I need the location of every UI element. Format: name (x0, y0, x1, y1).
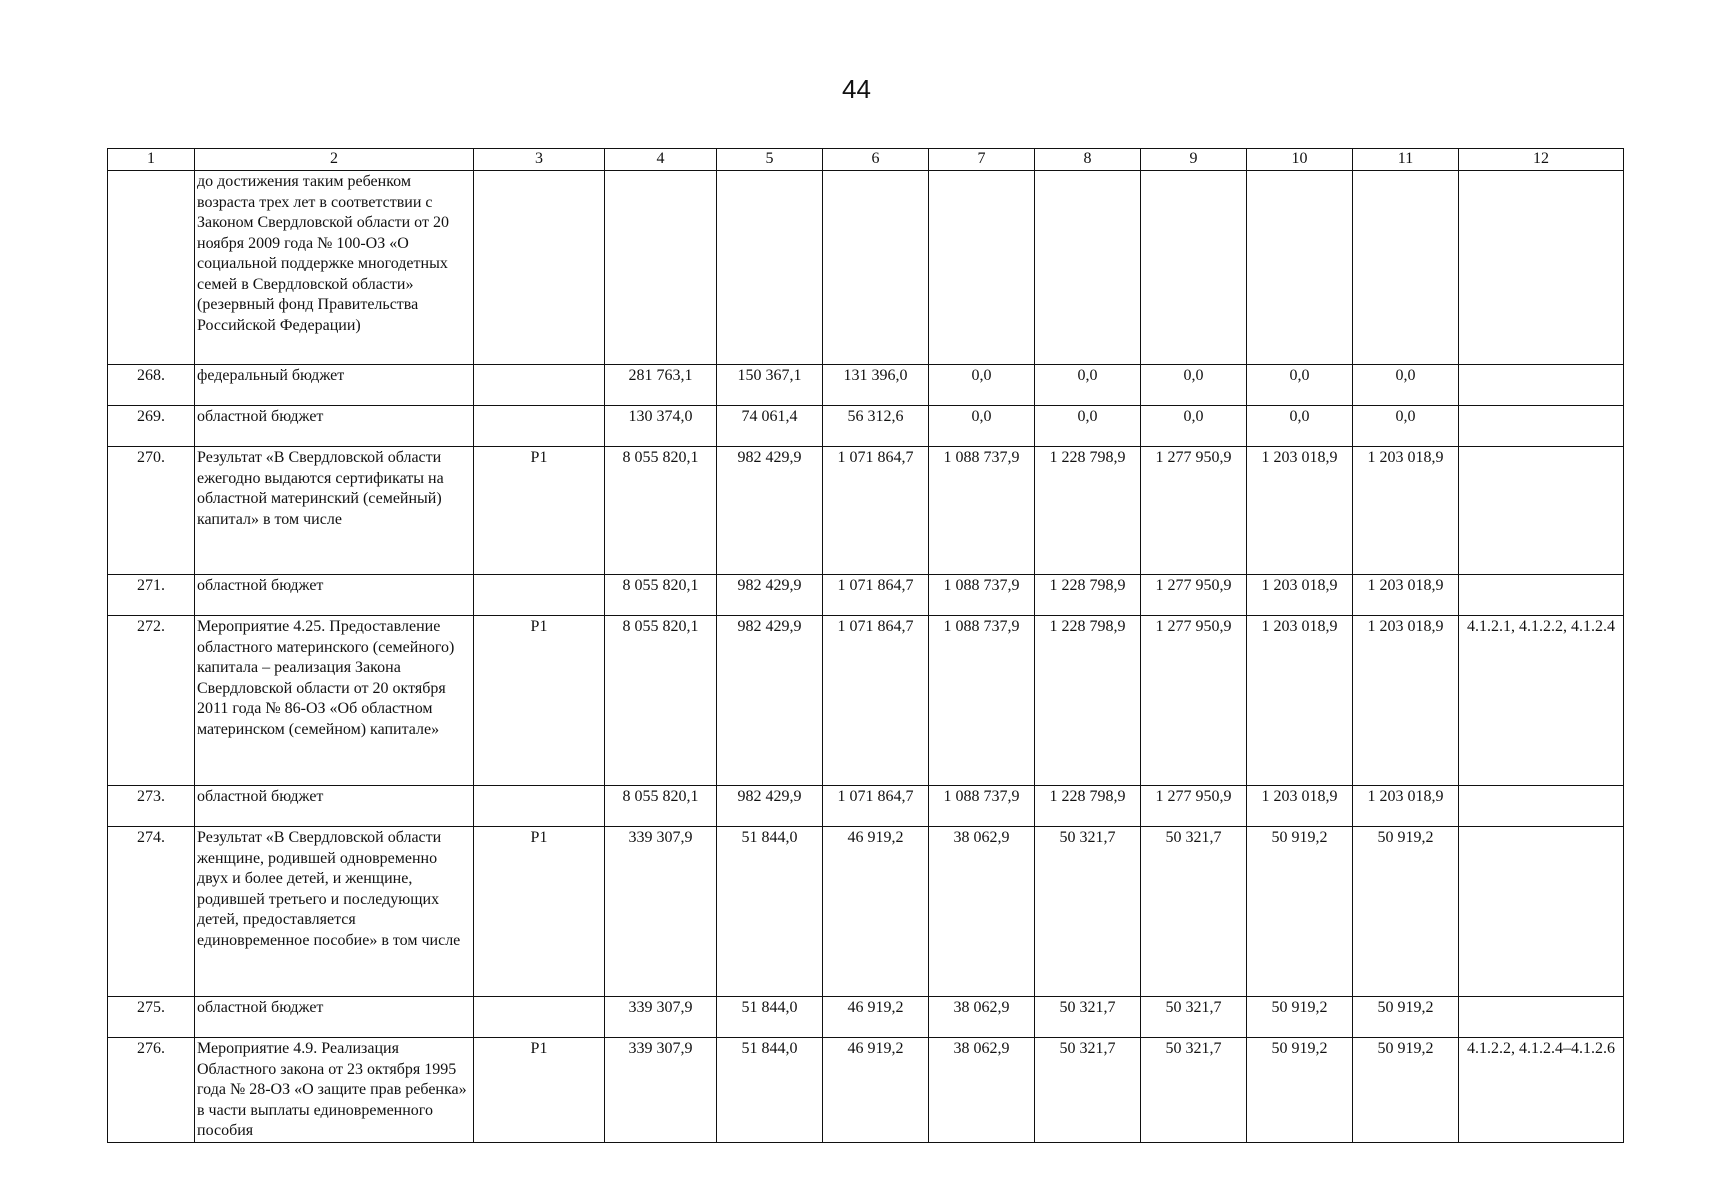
value-cell-col-6 (823, 171, 929, 365)
column-header-9: 9 (1141, 149, 1247, 171)
budget-table (107, 148, 1624, 1143)
value-cell-col-6: 1 071 864,7 (823, 447, 929, 575)
value-cell-col-9: 50 321,7 (1141, 827, 1247, 997)
column-header-10: 10 (1247, 149, 1353, 171)
value-cell-col-9: 1 277 950,9 (1141, 616, 1247, 786)
value-cell-col-8: 50 321,7 (1035, 827, 1141, 997)
table-row (108, 616, 1624, 786)
value-cell-col-4: 8 055 820,1 (605, 616, 717, 786)
column-header-6: 6 (823, 149, 929, 171)
value-cell-col-4: 8 055 820,1 (605, 786, 717, 827)
value-cell-col-9: 1 277 950,9 (1141, 786, 1247, 827)
value-cell-col-6: 131 396,0 (823, 365, 929, 406)
value-cell-col-10: 50 919,2 (1247, 1038, 1353, 1143)
value-cell-col-10: 1 203 018,9 (1247, 786, 1353, 827)
value-cell-col-8: 1 228 798,9 (1035, 616, 1141, 786)
value-cell-col-8: 1 228 798,9 (1035, 575, 1141, 616)
value-cell-col-9 (1141, 171, 1247, 365)
row-name-cell: областной бюджет (195, 997, 474, 1038)
value-cell-col-11: 1 203 018,9 (1353, 575, 1459, 616)
row-name-cell: областной бюджет (195, 786, 474, 827)
row-number-cell: 272. (108, 616, 195, 786)
row-code-cell: Р1 (474, 827, 605, 997)
value-cell-col-6: 1 071 864,7 (823, 575, 929, 616)
column-header-11: 11 (1353, 149, 1459, 171)
value-cell-col-9: 1 277 950,9 (1141, 447, 1247, 575)
row-code-cell (474, 997, 605, 1038)
page-number: 44 (842, 74, 871, 104)
row-reference-cell (1459, 365, 1624, 406)
row-number-cell: 271. (108, 575, 195, 616)
value-cell-col-7: 38 062,9 (929, 1038, 1035, 1143)
value-cell-col-10: 50 919,2 (1247, 997, 1353, 1038)
row-number-cell: 275. (108, 997, 195, 1038)
value-cell-col-6: 46 919,2 (823, 827, 929, 997)
table-row (108, 786, 1624, 827)
row-code-cell (474, 575, 605, 616)
table-row (108, 575, 1624, 616)
row-reference-cell (1459, 827, 1624, 997)
value-cell-col-4: 339 307,9 (605, 827, 717, 997)
row-number-cell (108, 171, 195, 365)
value-cell-col-10: 1 203 018,9 (1247, 447, 1353, 575)
value-cell-col-5: 982 429,9 (717, 616, 823, 786)
value-cell-col-9: 1 277 950,9 (1141, 575, 1247, 616)
value-cell-col-4 (605, 171, 717, 365)
row-reference-cell: 4.1.2.1, 4.1.2.2, 4.1.2.4 (1459, 616, 1624, 786)
value-cell-col-7: 1 088 737,9 (929, 786, 1035, 827)
value-cell-col-7: 38 062,9 (929, 997, 1035, 1038)
value-cell-col-6: 46 919,2 (823, 1038, 929, 1143)
row-reference-cell (1459, 575, 1624, 616)
value-cell-col-4: 130 374,0 (605, 406, 717, 447)
value-cell-col-9: 0,0 (1141, 365, 1247, 406)
value-cell-col-8: 0,0 (1035, 406, 1141, 447)
table-row (108, 365, 1624, 406)
table-row (108, 171, 1624, 365)
value-cell-col-5 (717, 171, 823, 365)
row-name-cell: областной бюджет (195, 575, 474, 616)
row-code-cell: Р1 (474, 616, 605, 786)
row-number-cell: 268. (108, 365, 195, 406)
value-cell-col-11: 50 919,2 (1353, 1038, 1459, 1143)
row-name-cell: Результат «В Свердловской области женщине, родившей одновременно двух и более детей, и женщине, родившей третьего и последующих детей, предоставляется единовременное пособие» в том числе (195, 827, 474, 997)
value-cell-col-7: 0,0 (929, 406, 1035, 447)
value-cell-col-7: 1 088 737,9 (929, 575, 1035, 616)
value-cell-col-8 (1035, 171, 1141, 365)
value-cell-col-11: 0,0 (1353, 406, 1459, 447)
value-cell-col-5: 51 844,0 (717, 1038, 823, 1143)
value-cell-col-8: 50 321,7 (1035, 997, 1141, 1038)
row-name-cell: Мероприятие 4.25. Предоставление областного материнского (семейного) капитала – реализация Закона Свердловской области от 20 октября 2011 года № 86-ОЗ «Об областном материнском (семейном) капитале» (195, 616, 474, 786)
value-cell-col-5: 982 429,9 (717, 575, 823, 616)
row-name-cell: Мероприятие 4.9. Реализация Областного закона от 23 октября 1995 года № 28-ОЗ «О защите прав ребенка» в части выплаты единовременного пособия (195, 1038, 474, 1143)
column-header-3: 3 (474, 149, 605, 171)
value-cell-col-10: 0,0 (1247, 365, 1353, 406)
value-cell-col-7 (929, 171, 1035, 365)
row-reference-cell: 4.1.2.2, 4.1.2.4–4.1.2.6 (1459, 1038, 1624, 1143)
value-cell-col-5: 74 061,4 (717, 406, 823, 447)
value-cell-col-6: 56 312,6 (823, 406, 929, 447)
value-cell-col-7: 1 088 737,9 (929, 447, 1035, 575)
value-cell-col-5: 982 429,9 (717, 786, 823, 827)
value-cell-col-10: 50 919,2 (1247, 827, 1353, 997)
value-cell-col-8: 0,0 (1035, 365, 1141, 406)
value-cell-col-11: 50 919,2 (1353, 997, 1459, 1038)
table-header-row (108, 149, 1624, 171)
row-code-cell (474, 406, 605, 447)
table-row (108, 1038, 1624, 1143)
value-cell-col-6: 1 071 864,7 (823, 786, 929, 827)
value-cell-col-5: 51 844,0 (717, 997, 823, 1038)
table-row (108, 827, 1624, 997)
row-name-cell: Результат «В Свердловской области ежегодно выдаются сертификаты на областной материнский (семейный) капитал» в том числе (195, 447, 474, 575)
row-name-cell: до достижения таким ребенком возраста трех лет в соответствии с Законом Свердловской области от 20 ноября 2009 года № 100-ОЗ «О социальной поддержке многодетных семей в Свердловской области» (резервный фонд Правительства Российской Федерации) (195, 171, 474, 365)
column-header-1: 1 (108, 149, 195, 171)
row-reference-cell (1459, 447, 1624, 575)
value-cell-col-11 (1353, 171, 1459, 365)
value-cell-col-10: 1 203 018,9 (1247, 575, 1353, 616)
value-cell-col-8: 1 228 798,9 (1035, 447, 1141, 575)
row-reference-cell (1459, 171, 1624, 365)
value-cell-col-7: 38 062,9 (929, 827, 1035, 997)
value-cell-col-4: 8 055 820,1 (605, 575, 717, 616)
value-cell-col-11: 1 203 018,9 (1353, 616, 1459, 786)
value-cell-col-6: 46 919,2 (823, 997, 929, 1038)
row-code-cell: Р1 (474, 447, 605, 575)
row-code-cell (474, 171, 605, 365)
value-cell-col-8: 50 321,7 (1035, 1038, 1141, 1143)
value-cell-col-6: 1 071 864,7 (823, 616, 929, 786)
column-header-5: 5 (717, 149, 823, 171)
value-cell-col-11: 1 203 018,9 (1353, 786, 1459, 827)
row-name-cell: областной бюджет (195, 406, 474, 447)
column-header-8: 8 (1035, 149, 1141, 171)
table-row (108, 997, 1624, 1038)
value-cell-col-9: 50 321,7 (1141, 997, 1247, 1038)
column-header-4: 4 (605, 149, 717, 171)
row-number-cell: 269. (108, 406, 195, 447)
row-code-cell (474, 786, 605, 827)
row-number-cell: 273. (108, 786, 195, 827)
row-reference-cell (1459, 406, 1624, 447)
value-cell-col-11: 0,0 (1353, 365, 1459, 406)
value-cell-col-4: 281 763,1 (605, 365, 717, 406)
value-cell-col-11: 50 919,2 (1353, 827, 1459, 997)
column-header-2: 2 (195, 149, 474, 171)
column-header-7: 7 (929, 149, 1035, 171)
value-cell-col-7: 1 088 737,9 (929, 616, 1035, 786)
row-reference-cell (1459, 786, 1624, 827)
row-number-cell: 274. (108, 827, 195, 997)
row-number-cell: 270. (108, 447, 195, 575)
value-cell-col-8: 1 228 798,9 (1035, 786, 1141, 827)
value-cell-col-5: 982 429,9 (717, 447, 823, 575)
row-reference-cell (1459, 997, 1624, 1038)
row-name-cell: федеральный бюджет (195, 365, 474, 406)
value-cell-col-10: 1 203 018,9 (1247, 616, 1353, 786)
row-code-cell: Р1 (474, 1038, 605, 1143)
value-cell-col-5: 51 844,0 (717, 827, 823, 997)
value-cell-col-9: 50 321,7 (1141, 1038, 1247, 1143)
column-header-12: 12 (1459, 149, 1624, 171)
table-row (108, 447, 1624, 575)
row-number-cell: 276. (108, 1038, 195, 1143)
value-cell-col-4: 339 307,9 (605, 1038, 717, 1143)
value-cell-col-10 (1247, 171, 1353, 365)
row-code-cell (474, 365, 605, 406)
value-cell-col-11: 1 203 018,9 (1353, 447, 1459, 575)
value-cell-col-4: 339 307,9 (605, 997, 717, 1038)
value-cell-col-4: 8 055 820,1 (605, 447, 717, 575)
value-cell-col-9: 0,0 (1141, 406, 1247, 447)
table-row (108, 406, 1624, 447)
value-cell-col-10: 0,0 (1247, 406, 1353, 447)
value-cell-col-5: 150 367,1 (717, 365, 823, 406)
value-cell-col-7: 0,0 (929, 365, 1035, 406)
